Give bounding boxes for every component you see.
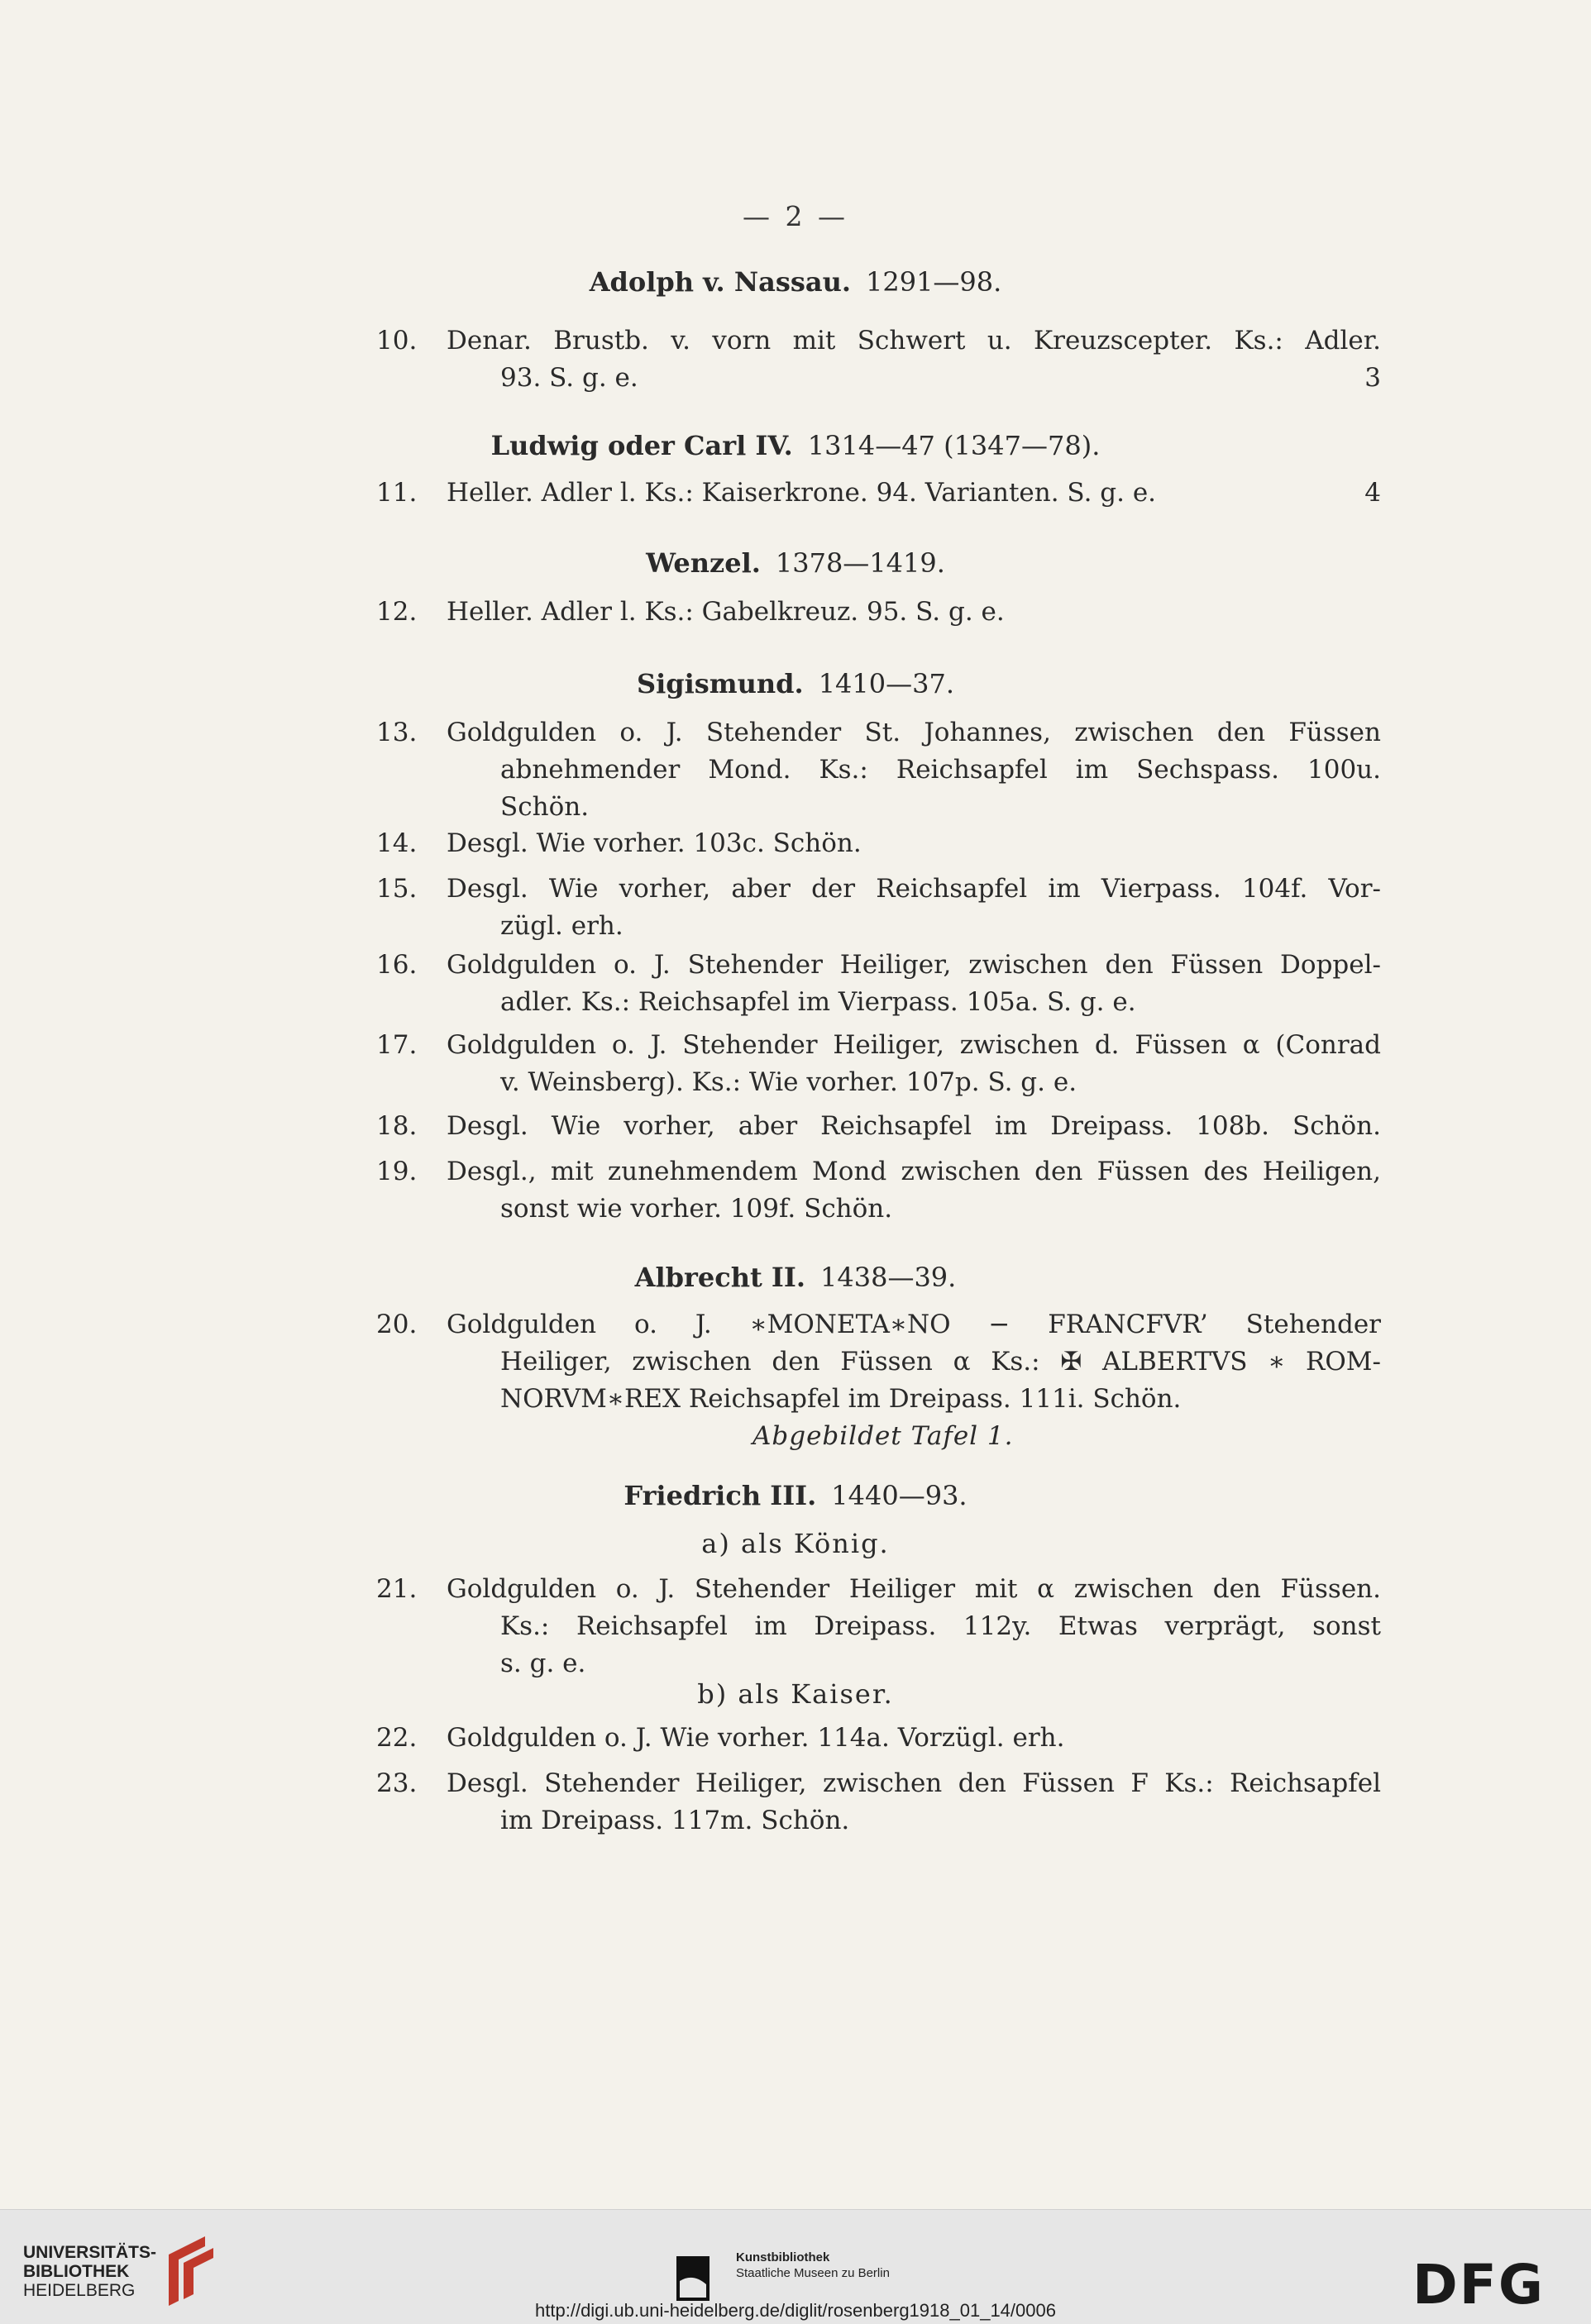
kunstbibliothek-logo-icon: [676, 2256, 728, 2301]
library-line: BIBLIOTHEK: [23, 2262, 130, 2281]
entry-line: [376, 1064, 1381, 1101]
entry-line: [376, 475, 1381, 512]
kb-line: Staatliche Museen zu Berlin: [736, 2266, 890, 2280]
ruler-name: Sigismund.: [636, 668, 804, 699]
entry-text: zügl. erh.: [500, 911, 624, 941]
ruler-name: Albrecht II.: [634, 1262, 805, 1293]
entry-text: Heiliger, zwischen den Füssen α Ks.: ✠ ALBERTVS ∗ ROM-: [500, 1347, 1381, 1377]
entry-19: [376, 1153, 1381, 1228]
entry-text: Goldgulden o. J. Stehender St. Johannes, zwischen den Füssen: [447, 718, 1381, 747]
ruler-years: 1291—98.: [865, 266, 1002, 298]
ruler-years: 1410—37.: [818, 668, 955, 699]
entry-17: [376, 1027, 1381, 1101]
entry-text: im Dreipass. 117m. Schön.: [500, 1806, 850, 1835]
entry-line: [376, 1343, 1381, 1381]
entry-text: Goldgulden o. J. Stehender Heiliger, zwischen den Füssen Doppel-: [447, 950, 1381, 980]
entry-line: [376, 1108, 1381, 1145]
entry-number: 19.: [376, 1157, 418, 1186]
entry-number: 11.: [376, 478, 418, 508]
entry-text: Goldgulden o. J. Wie vorher. 114a. Vorzügl. erh.: [447, 1723, 1065, 1753]
entry-line: [376, 1720, 1381, 1757]
entry-line: [376, 947, 1381, 984]
entry-text: Goldgulden o. J. Stehender Heiliger mit α zwischen den Füssen.: [447, 1574, 1381, 1604]
entry-line: [376, 825, 1381, 862]
entry-line: [376, 322, 1381, 360]
ruler-years: 1378—1419.: [775, 547, 945, 579]
subheading-kaiser: b) als Kaiser.: [697, 1678, 894, 1710]
entry-number: 20.: [376, 1310, 418, 1339]
entry-14: [376, 825, 1381, 862]
entry-text: Goldgulden o. J. ∗MONETA∗NO − FRANCFVR’ Stehender: [447, 1310, 1381, 1339]
section-heading-wenzel: [0, 547, 1591, 579]
entry-number: 22.: [376, 1723, 418, 1753]
entry-22: [376, 1720, 1381, 1757]
entry-line: [376, 908, 1381, 945]
page-number: — 2 —: [743, 200, 848, 232]
section-heading-adolph: [0, 266, 1591, 298]
entry-price: 4: [1364, 478, 1381, 508]
section-heading-friedrich: [0, 1480, 1591, 1511]
entry-text: s. g. e.: [500, 1649, 586, 1678]
entry-line: [376, 1645, 1381, 1682]
dfg-logo[interactable]: DFG: [1412, 2253, 1546, 2317]
entry-16: [376, 947, 1381, 1021]
entry-line: [376, 1381, 1381, 1418]
ruler-name: Wenzel.: [646, 547, 761, 579]
section-heading-ludwig: [0, 430, 1591, 461]
entry-text: Ks.: Reichsapfel im Dreipass. 112y. Etwas verprägt, sonst: [500, 1611, 1381, 1641]
entry-text: Desgl. Wie vorher, aber der Reichsapfel im Vierpass. 104f. Vor-: [447, 874, 1381, 904]
entry-18: [376, 1108, 1381, 1145]
entry-line: [376, 1802, 1381, 1840]
entry-line: [376, 1027, 1381, 1064]
entry-line: [376, 789, 1381, 826]
entry-line: [376, 752, 1381, 789]
ruler-years: 1440—93.: [831, 1480, 967, 1511]
ruler-years: 1314—47 (1347—78).: [807, 430, 1101, 461]
entry-text: v. Weinsberg). Ks.: Wie vorher. 107p. S. g. e.: [500, 1067, 1077, 1097]
entry-line: [376, 1191, 1381, 1228]
entry-text: 93. S. g. e.: [500, 363, 638, 393]
entry-number: 13.: [376, 718, 418, 747]
ruler-name: Adolph v. Nassau.: [589, 266, 851, 298]
entry-line: [376, 984, 1381, 1021]
entry-line: [376, 1571, 1381, 1608]
ruler-name: Ludwig oder Carl IV.: [490, 430, 793, 461]
entry-text: Desgl. Wie vorher, aber Reichsapfel im Dreipass. 108b. Schön.: [447, 1111, 1381, 1141]
section-heading-albrecht: [0, 1262, 1591, 1293]
entry-15: [376, 871, 1381, 945]
kunstbibliothek-label[interactable]: [736, 2250, 890, 2281]
entry-number: 17.: [376, 1030, 418, 1060]
entry-number: 23.: [376, 1768, 418, 1798]
entry-text: Heller. Adler l. Ks.: Gabelkreuz. 95. S. g. e.: [447, 597, 1005, 627]
entry-text: Desgl. Wie vorher. 103c. Schön.: [447, 828, 862, 858]
entry-line: [376, 360, 1381, 397]
entry-number: 18.: [376, 1111, 418, 1141]
entry-11: [376, 475, 1381, 512]
library-line: UNIVERSITÄTS-: [23, 2243, 157, 2262]
entry-number: 16.: [376, 950, 418, 980]
library-line: HEIDELBERG: [23, 2281, 136, 2300]
entry-text: Denar. Brustb. v. vorn mit Schwert u. Kreuzscepter. Ks.: Adler.: [447, 326, 1381, 356]
library-name[interactable]: [23, 2243, 156, 2300]
entry-number: 21.: [376, 1574, 418, 1604]
entry-line: [376, 1765, 1381, 1802]
entry-price: 3: [1364, 363, 1381, 393]
entry-number: 14.: [376, 828, 418, 858]
entry-20: [376, 1306, 1381, 1455]
figure-caption: Abgebildet Tafel 1.: [752, 1421, 1014, 1451]
ruler-name: Friedrich III.: [624, 1480, 817, 1511]
entry-text: Schön.: [500, 792, 590, 822]
entry-text: NORVM∗REX Reichsapfel im Dreipass. 111i. Schön.: [500, 1384, 1182, 1414]
source-url[interactable]: http://digi.ub.uni-heidelberg.de/diglit/rosenberg1918_01_14/0006: [535, 2300, 1056, 2321]
entry-number: 10.: [376, 326, 418, 356]
entry-21: [376, 1571, 1381, 1682]
ruler-years: 1438—39.: [820, 1262, 957, 1293]
kb-line: Kunstbibliothek: [736, 2250, 830, 2264]
entry-text: Desgl., mit zunehmendem Mond zwischen den Füssen des Heiligen,: [447, 1157, 1381, 1186]
entry-line: [376, 1306, 1381, 1343]
entry-text: sonst wie vorher. 109f. Schön.: [500, 1194, 893, 1224]
entry-13: [376, 714, 1381, 826]
entry-line: [376, 1153, 1381, 1191]
entry-text: Goldgulden o. J. Stehender Heiliger, zwischen d. Füssen α (Conrad: [447, 1030, 1381, 1060]
entry-text: adler. Ks.: Reichsapfel im Vierpass. 105a. S. g. e.: [500, 987, 1136, 1017]
entry-line: [376, 871, 1381, 908]
entry-text: abnehmender Mond. Ks.: Reichsapfel im Sechspass. 100u.: [500, 755, 1381, 785]
entry-text: Desgl. Stehender Heiliger, zwischen den Füssen F Ks.: Reichsapfel: [447, 1768, 1381, 1798]
subheading-koenig: a) als König.: [701, 1528, 890, 1559]
entry-line: [376, 714, 1381, 752]
library-logo-icon: [162, 2230, 220, 2309]
entry-text: Heller. Adler l. Ks.: Kaiserkrone. 94. Varianten. S. g. e.: [447, 478, 1157, 508]
section-heading-sigismund: [0, 668, 1591, 699]
entry-line: [376, 1608, 1381, 1645]
entry-number: 15.: [376, 874, 418, 904]
entry-23: [376, 1765, 1381, 1840]
entry-line: [376, 594, 1381, 631]
entry-12: [376, 594, 1381, 631]
entry-number: 12.: [376, 597, 418, 627]
entry-10: [376, 322, 1381, 397]
